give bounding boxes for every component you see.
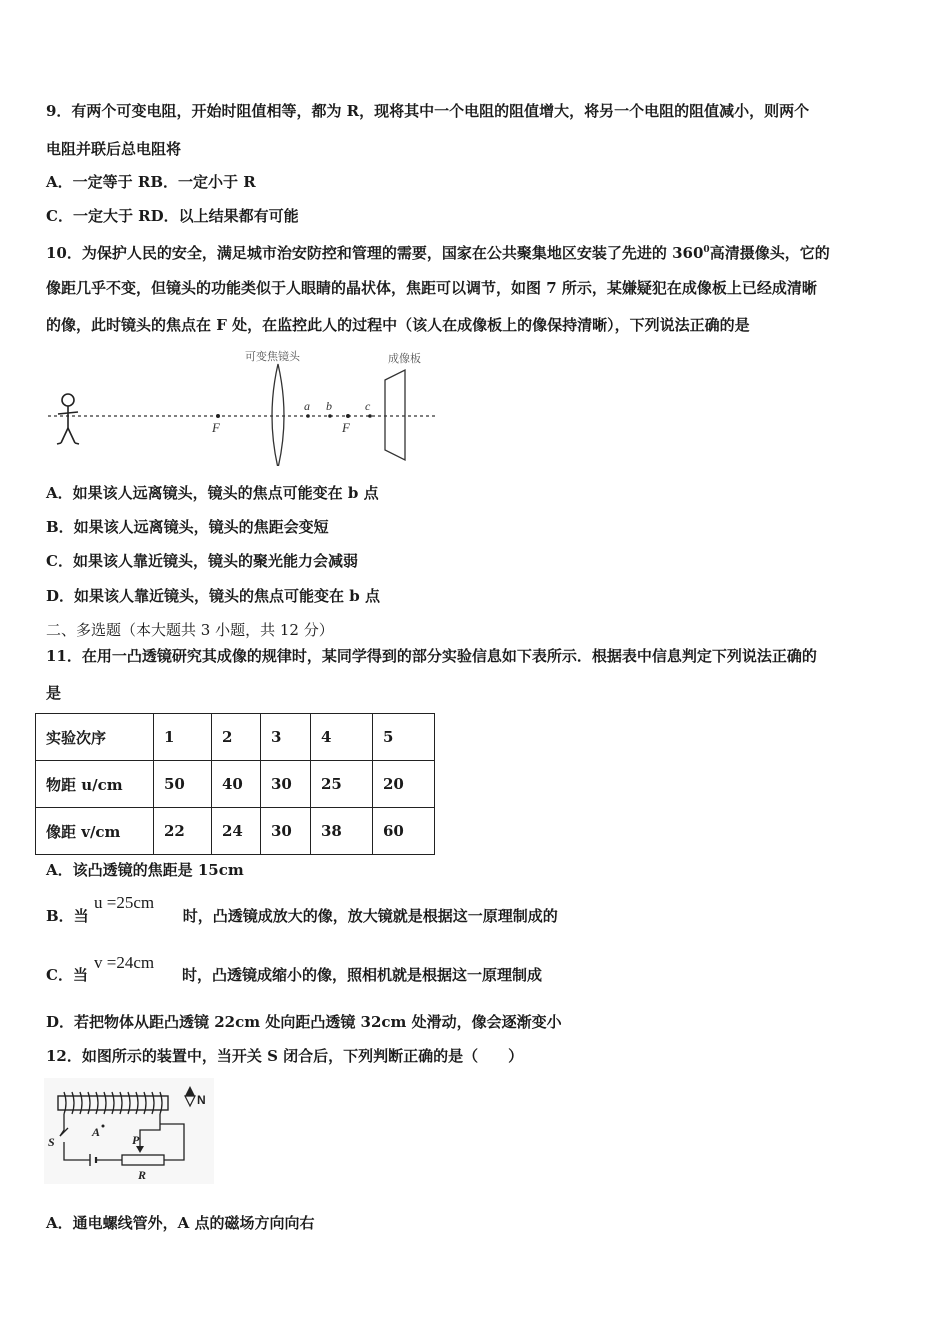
point-a-label: a (304, 399, 310, 413)
table-cell: 22 (154, 808, 212, 855)
table-cell: 2 (212, 714, 261, 761)
table-cell: 3 (261, 714, 311, 761)
point-c-label: c (365, 399, 371, 413)
q10-stem-text: 10．为保护人民的安全，满足城市治安防控和管理的需要，国家在公共聚集地区安装了先进的 360 (46, 244, 704, 262)
table-row (36, 714, 435, 761)
focal-label-right: F (342, 420, 350, 435)
q10-option-a: A．如果该人远离镜头，镜头的焦点可能变在 b 点 (46, 484, 379, 502)
q10-camera-figure (40, 346, 440, 466)
table-cell: 5 (373, 714, 435, 761)
point-c (368, 414, 372, 418)
q11-option-b-prefix: B．当 (46, 907, 89, 925)
q10-degree-sup: 0 (703, 245, 710, 255)
q9-option-a: A．一定等于 RB．一定小于 R (46, 173, 256, 191)
convex-lens (272, 364, 284, 466)
q12-option-a: A．通电螺线管外，A 点的磁场方向向右 (46, 1214, 315, 1232)
person-icon (57, 394, 79, 444)
q11-option-a: A．该凸透镜的焦距是 15cm (46, 861, 244, 879)
focal-label-left: F (212, 420, 220, 435)
table-cell: 1 (154, 714, 212, 761)
switch-s-label: S (48, 1135, 55, 1149)
point-a-dot (102, 1125, 105, 1128)
q10-option-c: C．如果该人靠近镜头，镜头的聚光能力会减弱 (46, 552, 358, 570)
q11-option-b-text: 时，凸透镜成放大的像，放大镜就是根据这一原理制成的 (182, 907, 558, 925)
table-cell: 30 (261, 761, 311, 808)
q11-option-c-prefix: C．当 (46, 966, 88, 984)
table-cell: 4 (311, 714, 373, 761)
q9-option-c: C．一定大于 RD．以上结果都有可能 (46, 207, 299, 225)
q10-option-b: B．如果该人远离镜头，镜头的焦距会变短 (46, 518, 329, 536)
table-cell: 40 (212, 761, 261, 808)
table-row (36, 808, 435, 855)
section-heading: 二、多选题（本大题共 3 小题，共 12 分） (46, 621, 334, 639)
table-cell: 30 (261, 808, 311, 855)
point-a (306, 414, 310, 418)
table-cell: 物距 u/cm (36, 761, 154, 808)
q11-stem-line1: 11．在用一凸透镜研究其成像的规律时，某同学得到的部分实验信息如下表所示．根据表中信息判定下列说法正确的 (46, 647, 817, 665)
q10-stem-text-end: 高清摄像头，它的 (709, 244, 830, 262)
table-row (36, 761, 435, 808)
table-cell: 50 (154, 761, 212, 808)
point-b-label: b (326, 399, 332, 413)
focal-point-right (346, 414, 350, 418)
focal-point-left (216, 414, 220, 418)
table-cell: 实验次序 (36, 714, 154, 761)
q10-stem-line3: 的像，此时镜头的焦点在 F 处，在监控此人的过程中（该人在成像板上的像保持清晰），下列说法正确的是 (46, 316, 750, 334)
q12-solenoid-figure (44, 1078, 214, 1184)
q11-option-b-formula: u =25cm (94, 893, 155, 912)
lens-label: 可变焦镜头 (245, 350, 300, 363)
q11-option-d: D．若把物体从距凸透镜 22cm 处向距凸透镜 32cm 处滑动，像会逐渐变小 (46, 1013, 562, 1031)
imaging-board (385, 370, 405, 460)
q11-stem-line2: 是 (46, 684, 62, 702)
q9-stem-line1: 9．有两个可变电阻，开始时阻值相等，都为 R，现将其中一个电阻的阻值增大，将另一个电阻的阻值减小，则两个 (46, 102, 810, 120)
q11-option-c-formula: v =24cm (94, 953, 155, 972)
board-label: 成像板 (388, 352, 421, 365)
compass-n-label: N (197, 1093, 206, 1107)
table-cell: 25 (311, 761, 373, 808)
table-cell: 20 (373, 761, 435, 808)
q11-data-table (35, 713, 435, 855)
q12-stem: 12．如图所示的装置中，当开关 S 闭合后，下列判断正确的是（ ） (46, 1047, 524, 1065)
table-cell: 像距 v/cm (36, 808, 154, 855)
table-cell: 24 (212, 808, 261, 855)
table-cell: 38 (311, 808, 373, 855)
point-b (328, 414, 332, 418)
q11-option-c-text: 时，凸透镜成缩小的像，照相机就是根据这一原理制成 (181, 966, 542, 984)
q10-stem-line2: 像距几乎不变，但镜头的功能类似于人眼睛的晶状体，焦距可以调节，如图 7 所示，某嫌疑犯在成像板上已经成清晰 (46, 279, 817, 297)
q9-stem-line2: 电阻并联后总电阻将 (46, 140, 182, 158)
point-a-label: A (92, 1125, 101, 1139)
rheostat-r-label: R (138, 1168, 147, 1182)
slider-p-label: P (132, 1133, 140, 1147)
q10-option-d: D．如果该人靠近镜头，镜头的焦点可能变在 b 点 (46, 587, 380, 605)
table-cell: 60 (373, 808, 435, 855)
q10-stem-line1 (46, 240, 830, 263)
